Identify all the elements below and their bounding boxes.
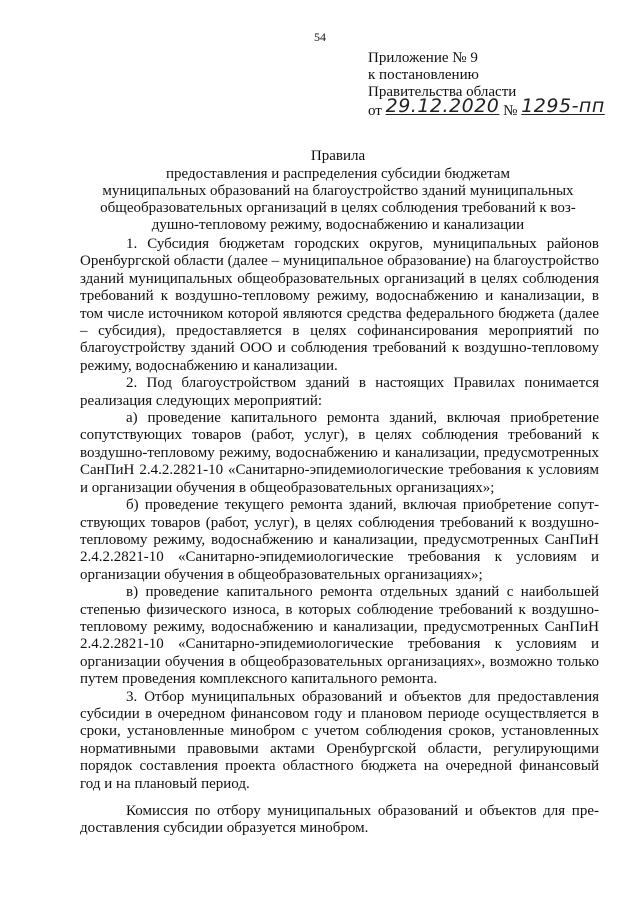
- appendix-line-1: Приложение № 9: [368, 50, 478, 66]
- from-label: от: [368, 103, 382, 119]
- paragraph-3: 3. Отбор муниципальных образований и объектов для предоставления субсидии в очередном финансовом году и плановом периоде осуществляется в сроки, установленные минобром с учетом соблюдения сроков, установленных нормативными правовыми актами Оренбургской области, регулирующими порядок составления проекта областного бюджета на очередной финансовый год и на плановый период.: [80, 688, 599, 792]
- appendix-line-3: Правительства области: [368, 84, 517, 100]
- appendix-date-line: [368, 95, 605, 120]
- appendix-header: [368, 50, 605, 120]
- title-line-1: предоставления и распределения субсидии бюджетам: [166, 166, 510, 182]
- appendix-line-2: к постановлению: [368, 67, 479, 83]
- paragraph-2a: а) проведение капитального ремонта зданий, включая приобретение сопутствующих товаров (работ, услуг), в целях соблюдения требований к воздушно-тепловому режиму, водоснабжению и канализации, предусмотренных СанПиН 2.4.2.2821-10 «Санитарно-эпидемиологические требования к условиям и организации обучения в общеобразовательных организациях»;: [80, 410, 599, 496]
- paragraph-2: 2. Под благоустройством зданий в настоящих Правилах понимается реализация следующих мероприятий:: [80, 375, 599, 409]
- paragraph-2b: б) проведение текущего ремонта зданий, включая приобретение сопутствующих товаров (работ, услуг), в целях соблюдения требований к воздушно-тепловому режиму, водоснабжению и канализации, предусмотренных СанПиН 2.4.2.2821-10 «Санитарно-эпидемиологические требования к условиям и организации обучения в общеобразовательных организациях»;: [80, 497, 599, 583]
- document-title: [80, 148, 596, 234]
- title-line-2: муниципальных образований на благоустройство зданий муниципальных: [102, 183, 574, 199]
- document-body: [80, 236, 599, 838]
- title-line-4: душно-тепловому режиму, водоснабжению и канализации: [151, 217, 525, 233]
- paragraph-commission: Комиссия по отбору муниципальных образований и объектов для предоставления субсидии образуется минобром.: [80, 803, 599, 837]
- handwritten-number: 1295-пп: [521, 95, 605, 117]
- paragraph-2c: в) проведение капитального ремонта отдельных зданий с наибольшей степенью физического износа, в которых соблюдение требований к воздушно-тепловому режиму, водоснабжению и канализации, предусмотренных СанПиН 2.4.2.2821-10 «Санитарно-эпидемиологические требования к условиям и организации обучения в общеобразовательных организациях», возможно только путем проведения комплексного капитального ремонта.: [80, 584, 599, 688]
- title-heading: Правила: [310, 148, 366, 164]
- handwritten-date: 29.12.2020: [385, 95, 500, 117]
- number-label: №: [503, 103, 518, 119]
- paragraph-1: 1. Субсидия бюджетам городских округов, муниципальных районов Оренбургской области (далее – муниципальное образование) на благоустройство зданий муниципальных общеобразовательных организаций в целях соблюдения требований к воздушно-тепловому режиму, водоснабжению и канализации, в том числе источником которой являются средства федерального бюджета (далее – субсидия), предоставляется в целях софинансирования мероприятий по благоустройству зданий ООО и соблюдения требований к воздушно-тепловому режиму, водоснабжению и канализации.: [80, 236, 599, 374]
- page-number: 54: [314, 30, 326, 44]
- title-line-3: общеобразовательных организаций в целях соблюдения требований к воз-: [100, 200, 576, 216]
